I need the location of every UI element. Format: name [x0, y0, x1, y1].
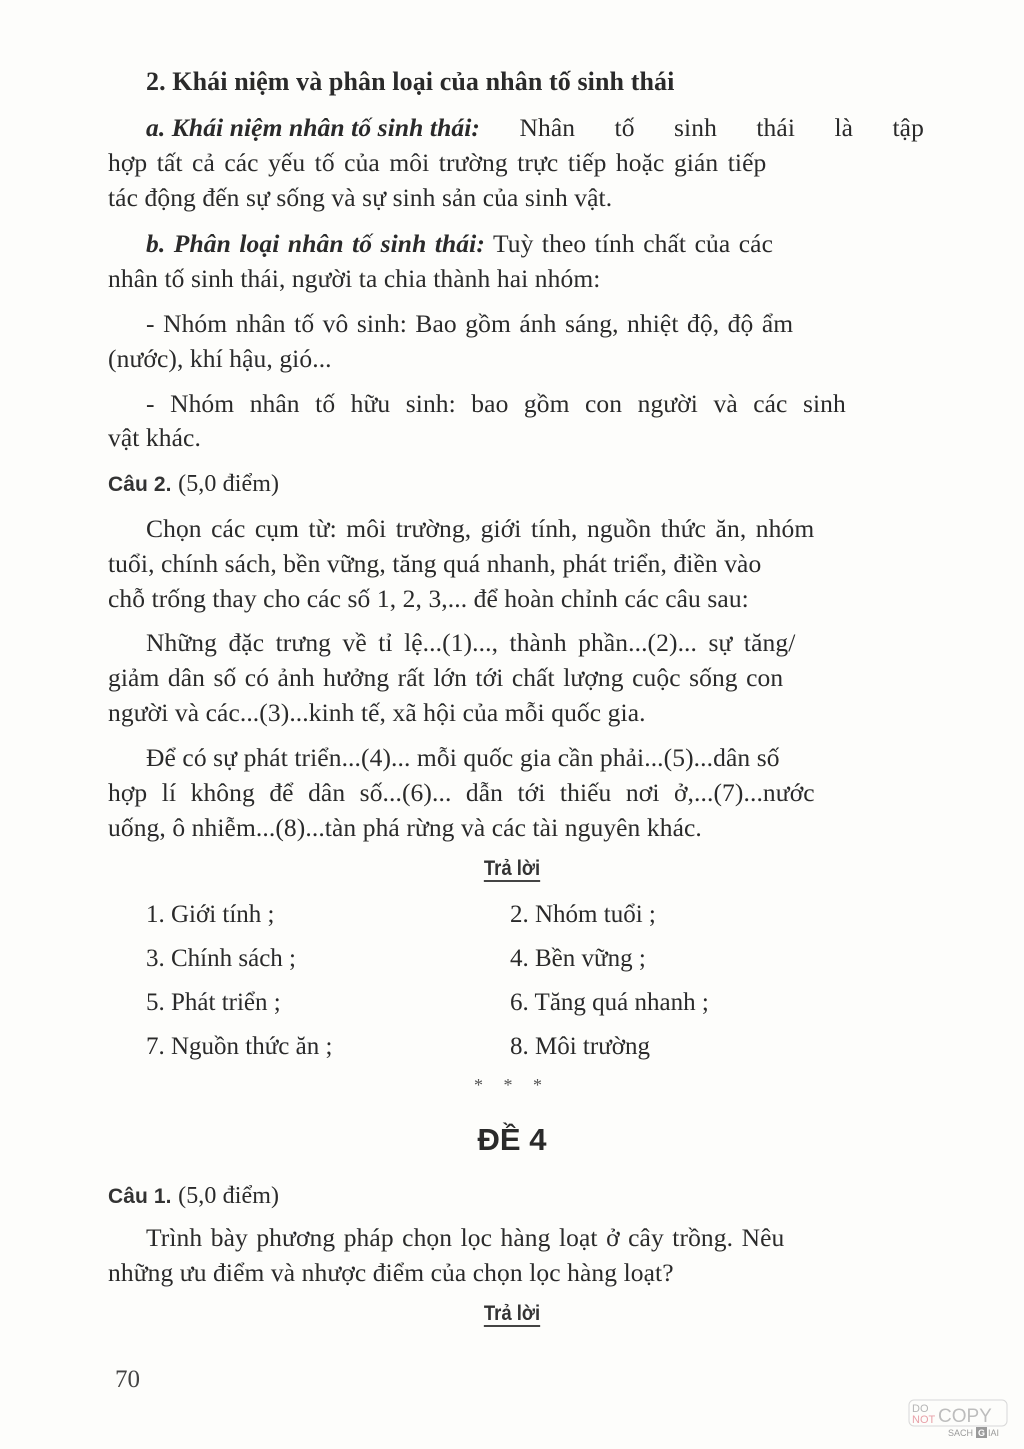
abiotic-group-line-1: - Nhóm nhân tố vô sinh: Bao gồm ánh sáng, nhiệt độ, độ ẩm — [146, 309, 794, 338]
question-1-text-line-1: Trình bày phương pháp chọn lọc hàng loạt ở cây trồng. Nêu — [146, 1223, 785, 1252]
term-label-b: b. Phân loại nhân tố sinh thái: — [146, 229, 485, 258]
page-number: 70 — [115, 1366, 140, 1393]
watermark-do: DO — [912, 1403, 929, 1415]
question-2-paragraph-1-line-3: người và các...(3)...kinh tế, xã hội của mỗi quốc gia. — [108, 698, 646, 727]
question-2-heading — [108, 468, 279, 498]
paragraph-a-line-1 — [146, 113, 924, 143]
do-not-copy-watermark — [908, 1398, 1010, 1438]
answer-heading-text: Trả lời — [483, 1302, 541, 1325]
watermark-iai: IAI — [988, 1428, 1000, 1438]
paragraph-a-line-2: hợp tất cả các yếu tố của môi trường trực tiếp hoặc gián tiếp — [108, 148, 767, 177]
question-1-text-line-2: những ưu điểm và nhược điểm của chọn lọc hàng loạt? — [108, 1258, 674, 1287]
word: sinh — [674, 113, 717, 142]
question-1-label: Câu 1. — [108, 1185, 172, 1208]
answer-heading — [61, 1302, 962, 1326]
watermark-logo — [908, 1398, 1010, 1438]
answer-item: 3. Chính sách ; — [146, 945, 296, 972]
answer-item: 5. Phát triển ; — [146, 989, 281, 1016]
question-2-prompt-line-1: Chọn các cụm từ: môi trường, giới tính, nguồn thức ăn, nhóm — [146, 514, 815, 543]
word: tập — [892, 113, 924, 142]
paragraph-b-text: Tuỳ theo tính chất của các — [492, 229, 773, 258]
paragraph-a-line-3: tác động đến sự sống và sự sinh sản của sinh vật. — [108, 183, 613, 212]
word: Nhân — [519, 113, 576, 142]
watermark-g: G — [978, 1428, 986, 1438]
question-2-paragraph-2-line-2: hợp lí không để dân số...(6)... dẫn tới thiếu nơi ở,...(7)...nước — [108, 778, 815, 807]
word: thái — [756, 113, 796, 142]
answer-heading-text: Trả lời — [483, 857, 541, 880]
biotic-group-line-1: - Nhóm nhân tố hữu sinh: bao gồm con người và các sinh — [146, 389, 846, 418]
answer-item: 2. Nhóm tuổi ; — [510, 901, 656, 928]
question-2-prompt-line-2: tuổi, chính sách, bền vững, tăng quá nhanh, phát triển, điền vào — [108, 549, 762, 578]
question-2-paragraph-1-line-2: giảm dân số có ảnh hưởng rất lớn tới chất lượng cuộc sống con — [108, 663, 784, 692]
question-2-paragraph-2-line-3: uống, ô nhiễm...(8)...tàn phá rừng và các tài nguyên khác. — [108, 813, 702, 842]
biotic-group-line-2: vật khác. — [108, 423, 201, 452]
exam-title: ĐỀ 4 — [477, 1122, 547, 1157]
answer-heading — [61, 857, 962, 881]
word: là — [834, 113, 854, 142]
paragraph-b-line-2: nhân tố sinh thái, người ta chia thành hai nhóm: — [108, 264, 601, 293]
answer-item: 1. Giới tính ; — [146, 901, 275, 928]
paragraph-b-line-1 — [146, 229, 924, 259]
section-separator: * * * — [474, 1075, 550, 1095]
question-1-points: (5,0 điểm) — [178, 1183, 280, 1209]
question-2-paragraph-1-line-1: Những đặc trưng về tỉ lệ...(1)..., thành phần...(2)... sự tăng/ — [146, 628, 796, 657]
question-2-prompt-line-3: chỗ trống thay cho các số 1, 2, 3,... để hoàn chỉnh các câu sau: — [108, 584, 749, 613]
abiotic-group-line-2: (nước), khí hậu, gió... — [108, 344, 332, 373]
watermark-sach: SACH — [948, 1428, 974, 1438]
question-2-points: (5,0 điểm) — [178, 471, 280, 497]
answer-item: 6. Tăng quá nhanh ; — [510, 989, 709, 1016]
answer-item: 4. Bền vững ; — [510, 945, 646, 972]
watermark-copy: COPY — [938, 1406, 992, 1427]
watermark-not: NOT — [912, 1414, 936, 1426]
answer-item: 8. Môi trường — [510, 1033, 650, 1060]
term-label-a: a. Khái niệm nhân tố sinh thái: — [146, 113, 481, 142]
section-heading: 2. Khái niệm và phân loại của nhân tố sinh thái — [146, 67, 675, 96]
question-2-label: Câu 2. — [108, 473, 172, 496]
question-2-paragraph-2-line-1: Để có sự phát triển...(4)... mỗi quốc gia cần phải...(5)...dân số — [146, 743, 780, 772]
answer-item: 7. Nguồn thức ăn ; — [146, 1033, 333, 1060]
question-1-heading — [108, 1180, 279, 1210]
word: tố — [614, 113, 635, 142]
